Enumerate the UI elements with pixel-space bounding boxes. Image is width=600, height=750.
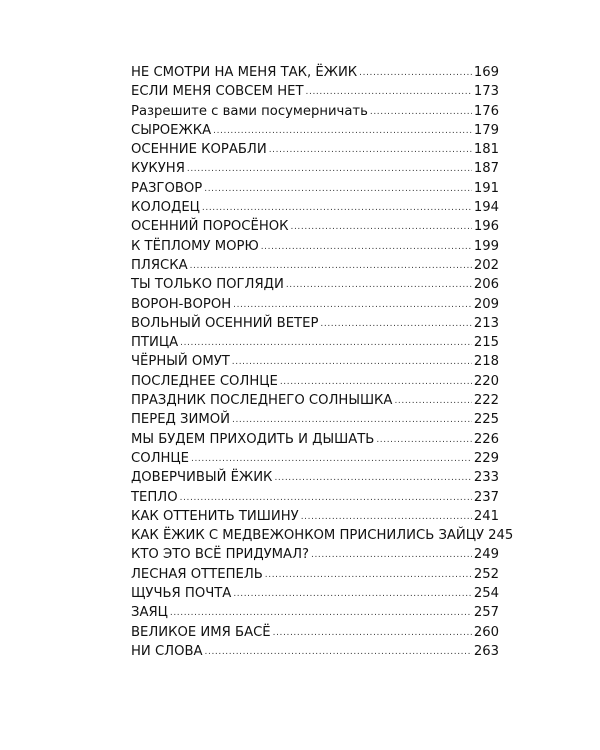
toc-entry-page: 229 (473, 450, 499, 466)
toc-entry-title: ВОЛЬНЫЙ ОСЕННИЙ ВЕТЕР (131, 315, 319, 331)
toc-entry-page: 213 (473, 315, 499, 331)
toc-entry-title: ОСЕННИЕ КОРАБЛИ (131, 142, 267, 158)
toc-dot-leader (301, 508, 472, 527)
toc-dot-leader (233, 296, 472, 315)
toc-entry (131, 430, 499, 449)
table-of-contents (131, 63, 514, 661)
toc-entry-title: ЕСЛИ МЕНЯ СОВСЕМ НЕТ (131, 84, 304, 100)
toc-entry (131, 391, 499, 410)
toc-dot-leader (286, 276, 472, 295)
toc-entry-title: СЫРОЕЖКА (131, 122, 212, 138)
toc-entry (131, 179, 499, 198)
toc-entry-title: МЫ БУДЕМ ПРИХОДИТЬ И ДЫШАТЬ (131, 431, 375, 447)
toc-dot-leader (205, 643, 472, 662)
toc-dot-leader (170, 604, 472, 623)
toc-dot-leader (280, 373, 472, 392)
toc-entry-title: ВОРОН-ВОРОН (131, 296, 232, 312)
toc-dot-leader (306, 83, 472, 102)
toc-entry (131, 198, 499, 217)
toc-entry (131, 237, 499, 256)
toc-entry-page: 245 (488, 528, 514, 544)
toc-dot-leader (233, 585, 472, 604)
toc-entry-page: 249 (473, 547, 499, 563)
toc-entry-title: ПЕРЕД ЗИМОЙ (131, 412, 230, 428)
toc-entry (131, 507, 499, 526)
toc-entry-page: 179 (473, 122, 499, 138)
toc-entry-title: ЩУЧЬЯ ПОЧТА (131, 586, 232, 602)
toc-entry-title: ВЕЛИКОЕ ИМЯ БАСЁ (131, 624, 271, 640)
toc-entry-page: 176 (473, 103, 499, 119)
toc-entry-title: КАК ОТТЕНИТЬ ТИШИНУ (131, 508, 299, 524)
toc-entry-title: ТЫ ТОЛЬКО ПОГЛЯДИ (131, 277, 284, 293)
toc-entry-title: ДОВЕРЧИВЫЙ ЁЖИК (131, 470, 273, 486)
toc-entry-page: 187 (473, 161, 499, 177)
toc-entry (131, 449, 499, 468)
toc-entry (131, 352, 499, 371)
toc-entry-page: 220 (473, 373, 499, 389)
toc-entry-title: ПОСЛЕДНЕЕ СОЛНЦЕ (131, 373, 278, 389)
toc-entry-title: ПРАЗДНИК ПОСЛЕДНЕГО СОЛНЫШКА (131, 393, 393, 409)
toc-dot-leader (291, 218, 472, 237)
toc-dot-leader (190, 257, 472, 276)
toc-entry (131, 102, 499, 121)
toc-dot-leader (311, 546, 472, 565)
toc-entry (131, 140, 499, 159)
toc-entry-page: 218 (473, 354, 499, 370)
toc-entry (131, 372, 499, 391)
toc-dot-leader (269, 141, 472, 160)
toc-entry-page: 225 (473, 412, 499, 428)
toc-entry-page: 215 (473, 335, 499, 351)
toc-entry-page: 181 (473, 142, 499, 158)
toc-dot-leader (180, 489, 472, 508)
toc-entry-page: 202 (473, 257, 499, 273)
toc-dot-leader (370, 103, 472, 122)
toc-entry (131, 314, 499, 333)
toc-entry-page: 260 (473, 624, 499, 640)
toc-entry (131, 565, 499, 584)
toc-entry-page: 263 (473, 643, 499, 659)
toc-entry-title: Разрешите с вами посумерничать (131, 103, 368, 119)
toc-dot-leader (320, 315, 471, 334)
toc-entry-page: 194 (473, 200, 499, 216)
toc-entry-title: НЕ СМОТРИ НА МЕНЯ ТАК, ЁЖИК (131, 65, 358, 80)
toc-entry (131, 526, 514, 545)
toc-entry (131, 275, 499, 294)
toc-dot-leader (180, 334, 472, 353)
toc-entry-title: НИ СЛОВА (131, 643, 203, 659)
toc-dot-leader (394, 392, 471, 411)
toc-dot-leader (191, 450, 472, 469)
toc-entry-title: ТЕПЛО (131, 489, 178, 505)
toc-dot-leader (273, 624, 472, 643)
toc-entry (131, 82, 499, 101)
toc-entry (131, 63, 499, 82)
toc-entry (131, 488, 499, 507)
toc-dot-leader (202, 199, 472, 218)
toc-entry-title: К ТЁПЛОМУ МОРЮ (131, 238, 259, 254)
toc-dot-leader (204, 180, 472, 199)
toc-entry-page: 226 (473, 431, 499, 447)
toc-entry-title: РАЗГОВОР (131, 180, 203, 196)
toc-dot-leader (232, 353, 472, 372)
toc-dot-leader (232, 411, 472, 430)
toc-entry (131, 256, 499, 275)
toc-entry (131, 642, 499, 661)
toc-dot-leader (261, 238, 472, 257)
toc-entry (131, 121, 499, 140)
toc-entry-title: КТО ЭТО ВСЁ ПРИДУМАЛ? (131, 547, 309, 563)
toc-entry (131, 468, 499, 487)
toc-entry (131, 603, 499, 622)
toc-dot-leader (359, 64, 472, 83)
toc-entry (131, 217, 499, 236)
toc-dot-leader (265, 566, 472, 585)
toc-entry-page: 257 (473, 605, 499, 621)
toc-entry-page: 254 (473, 586, 499, 602)
toc-entry-page: 206 (473, 277, 499, 293)
toc-entry (131, 410, 499, 429)
toc-entry (131, 623, 499, 642)
toc-entry-title: КУКУНЯ (131, 161, 185, 177)
toc-entry-title: ПЛЯСКА (131, 257, 188, 273)
toc-entry (131, 159, 499, 178)
toc-entry-page: 199 (473, 238, 499, 254)
toc-entry-page: 196 (473, 219, 499, 235)
toc-entry-page: 241 (473, 508, 499, 524)
toc-entry-title: ЧЁРНЫЙ ОМУТ (131, 354, 230, 370)
toc-entry-page: 169 (473, 65, 499, 80)
toc-entry-title: ЛЕСНАЯ ОТТЕПЕЛЬ (131, 566, 263, 582)
toc-dot-leader (274, 469, 471, 488)
toc-dot-leader (376, 431, 472, 450)
toc-entry-page: 222 (473, 393, 499, 409)
toc-entry (131, 333, 499, 352)
toc-entry-title: КОЛОДЕЦ (131, 200, 200, 216)
toc-dot-leader (213, 122, 472, 141)
toc-entry-page: 209 (473, 296, 499, 312)
toc-entry-title: СОЛНЦЕ (131, 450, 189, 466)
toc-entry (131, 295, 499, 314)
toc-entry (131, 584, 499, 603)
toc-dot-leader (187, 160, 472, 179)
toc-entry-title: ОСЕННИЙ ПОРОСЁНОК (131, 219, 289, 235)
toc-entry-title: ПТИЦА (131, 335, 179, 351)
toc-entry-page: 237 (473, 489, 499, 505)
toc-entry-page: 233 (473, 470, 499, 486)
toc-entry (131, 545, 499, 564)
toc-entry-title: ЗАЯЦ (131, 605, 168, 621)
toc-entry-title: КАК ЁЖИК С МЕДВЕЖОНКОМ ПРИСНИЛИСЬ ЗАЙЦУ (131, 528, 485, 544)
toc-entry-page: 191 (473, 180, 499, 196)
toc-entry-page: 173 (473, 84, 499, 100)
toc-entry-page: 252 (473, 566, 499, 582)
